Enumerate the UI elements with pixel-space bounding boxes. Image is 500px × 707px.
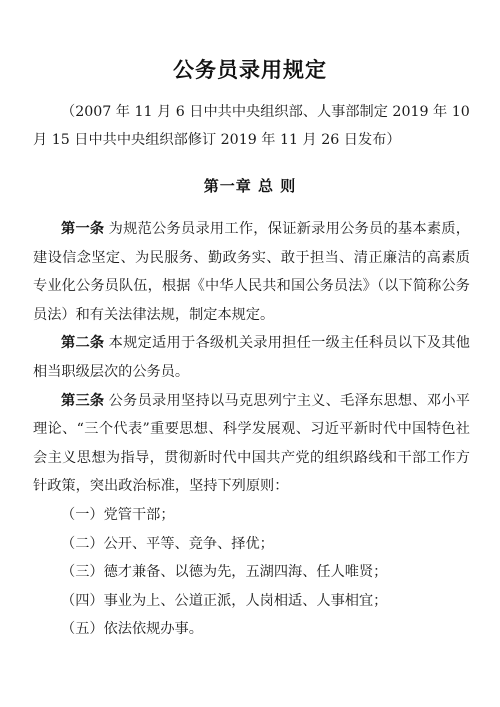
article-text: 为规范公务员录用工作，保证新录用公务员的基本素质，建设信念坚定、为民服务、勤政务实、敢于担当、清正廉洁的高素质专业化公务员队伍，根据《中华人民共和国公务员法》（以下简称公务员法）和有关法律法规，制定本规定。 [33,221,470,323]
principle-item: （一）党管干部； [61,506,175,523]
principle-item: （三）德才兼备、以德为先，五湖四海、任人唯贤； [61,564,388,581]
document-title: 公务员录用规定 [173,58,327,82]
principle-item: （五）依法依规办事。 [61,621,203,638]
principle-item: （四）事业为上、公道正派，人岗相适、人事相宜； [61,592,388,609]
article-number: 第二条 [61,335,105,352]
article-3 [33,387,470,501]
article-text: 公务员录用坚持以马克思列宁主义、毛泽东思想、邓小平理论、“三个代表”重要思想、科学发展观、习近平新时代中国特色社会主义思想为指导，贯彻新时代中国共产党的组织路线和干部工作方针政策，突出政治标准，坚持下列原则： [33,392,470,495]
document-subtitle: （2007 年 11 月 6 日中共中央组织部、人事部制定 2019 年 10 月 15 日中共中央组织部修订 2019 年 11 月 26 日发布） [33,104,470,148]
article-number: 第三条 [61,392,105,409]
articles-section [33,215,470,644]
principles-list [33,501,470,644]
article-text: 本规定适用于各级机关录用担任一级主任科员以下及其他相当职级层次的公务员。 [33,335,470,380]
article-number: 第一条 [61,221,105,237]
chapter-title: 第一章 总 则 [203,177,297,195]
principle-item: （二）公开、平等、竞争、择优； [61,535,274,552]
article-2 [33,329,470,386]
article-1 [33,215,470,329]
